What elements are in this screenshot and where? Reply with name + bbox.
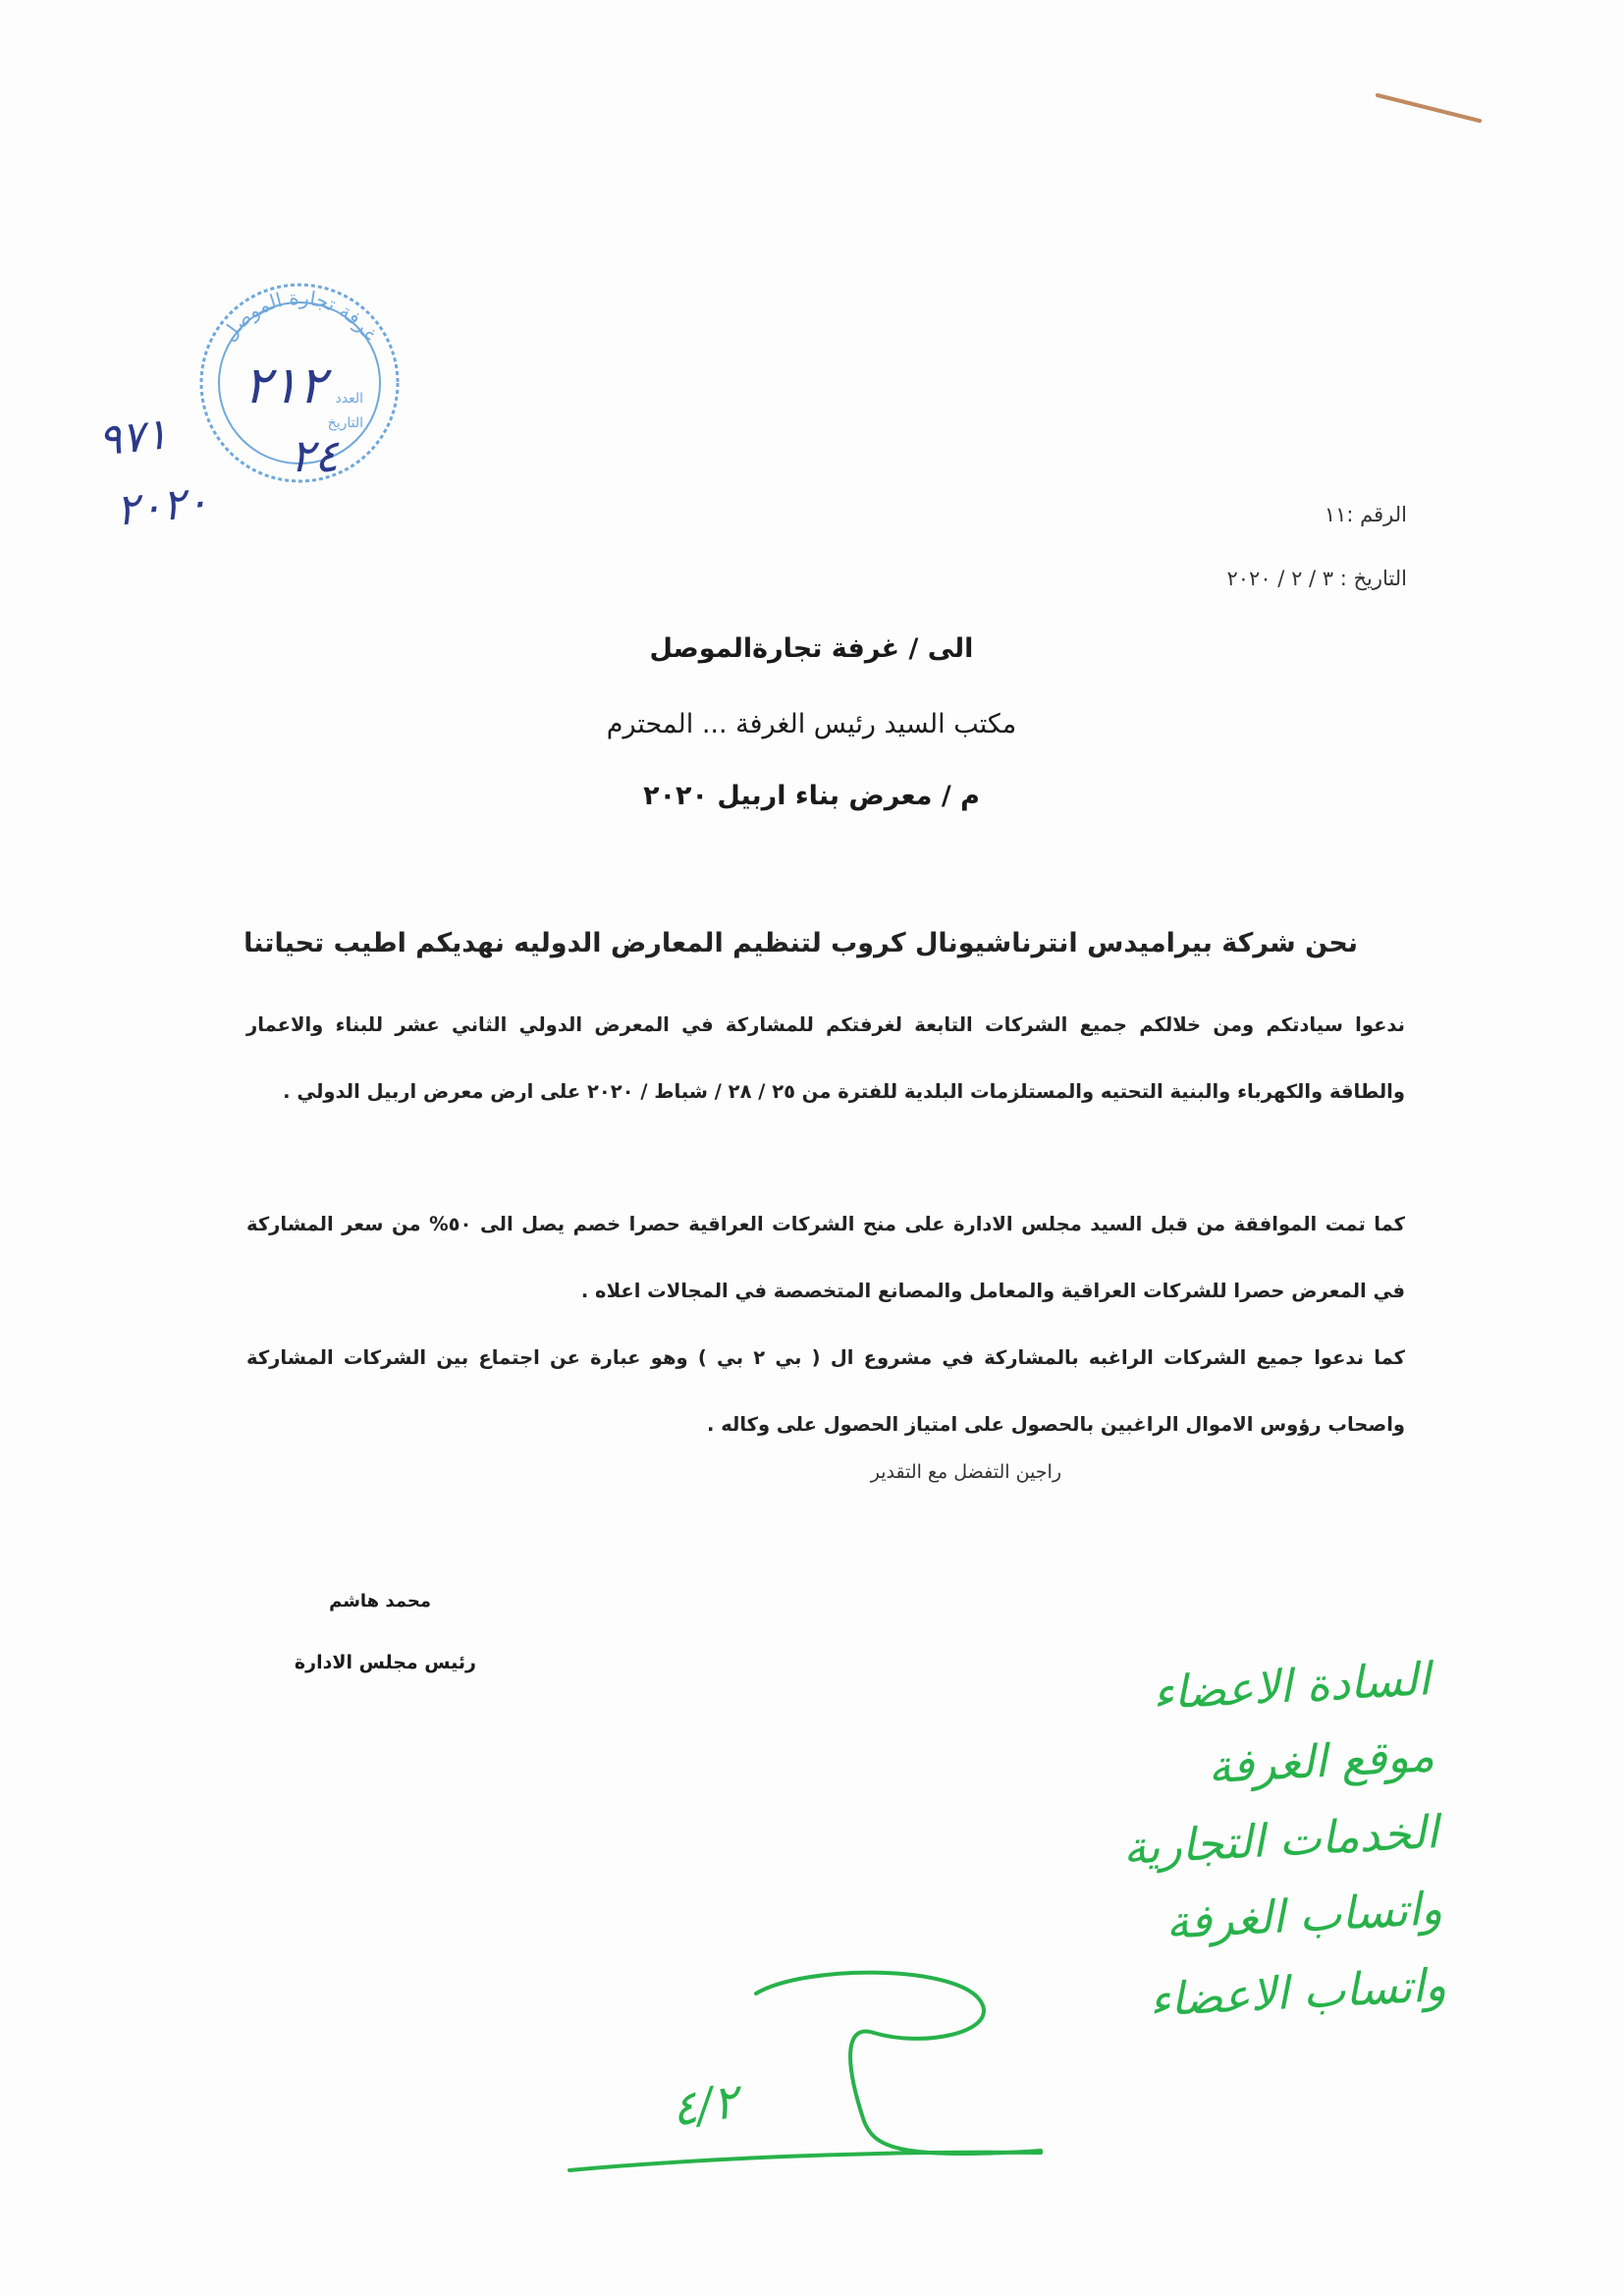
stamp-org-text (217, 286, 383, 346)
recipient-office: مكتب السيد رئيس الغرفة ... المحترم (606, 709, 1017, 739)
green-signature (550, 1925, 1060, 2180)
green-note-line: واتساب الاعضاء (1148, 1957, 1448, 2027)
green-note-line: السادة الاعضاء (1151, 1652, 1432, 1721)
green-note-line: الخدمات التجارية (1121, 1805, 1440, 1875)
green-note-line: موقع الغرفة (1207, 1728, 1436, 1794)
recipient: الى / غرفة تجارةالموصل (649, 633, 974, 664)
green-note-line: واتساب الغرفة (1163, 1881, 1444, 1949)
stamp-number: ٢١٢ (243, 356, 326, 415)
subject-line: م / معرض بناء اربيل ٢٠٢٠ (643, 781, 980, 811)
signer-name: محمد هاشم (329, 1591, 431, 1612)
body-paragraph-3: كما ندعوا جميع الشركات الراغبه بالمشاركة في مشروع ال ( بي ٢ بي ) وهو عبارة عن اجتماع بين الشركات المشاركة واصحاب رؤوس الاموال الراغبين بالحصول على امتياز الحصول على وكاله . (246, 1346, 1405, 1436)
chamber-stamp (182, 265, 417, 501)
stamp-date: ٢٤ (290, 429, 339, 482)
handwritten-number: ٩٧١ (95, 409, 171, 466)
green-handwritten-notes (1055, 1640, 1448, 2042)
handwritten-year: ٢٠٢٠ (113, 476, 211, 536)
body-paragraph-1: ندعوا سيادتكم ومن خلالكم جميع الشركات التابعة لغرفتكم للمشاركة في المعرض الدولي الثاني عشر للبناء والاعمار والطاقة والكهرباء والبنية التحتيه والمستلزمات البلدية للفترة من ٢٥ / ٢٨ / شباط / ٢٠٢٠ على ارض معرض اربيل الدولي . (246, 1013, 1405, 1103)
stamp-label-1: العدد (335, 391, 363, 407)
signer-title: رئيس مجلس الادارة (294, 1652, 476, 1673)
greeting: نحن شركة بيراميدس انترناشيونال كروب لتنظيم المعارض الدوليه نهديكم اطيب تحياتنا (243, 928, 1358, 958)
body-paragraph-2: كما تمت الموافقة من قبل السيد مجلس الادارة على منح الشركات العراقية حصرا خصم يصل الى ٥٠% من سعر المشاركة في المعرض حصرا للشركات العراقية والمعامل والمصانع المتخصصة في المجالات اعلاه . (246, 1213, 1406, 1302)
green-signature-date: ٤/٢ (668, 2073, 742, 2138)
stamp-label-2: التاريخ (327, 415, 363, 431)
pencil-mark (1370, 83, 1488, 133)
letter-date: التاريخ : ٣ / ٢ / ٢٠٢٠ (1226, 567, 1407, 590)
reference-number: الرقم :١١ (1324, 503, 1407, 526)
stamp-org-arc: غرفة تجارة الموصل (216, 285, 383, 346)
closing-line: راجين التفضل مع التقدير (870, 1461, 1061, 1483)
